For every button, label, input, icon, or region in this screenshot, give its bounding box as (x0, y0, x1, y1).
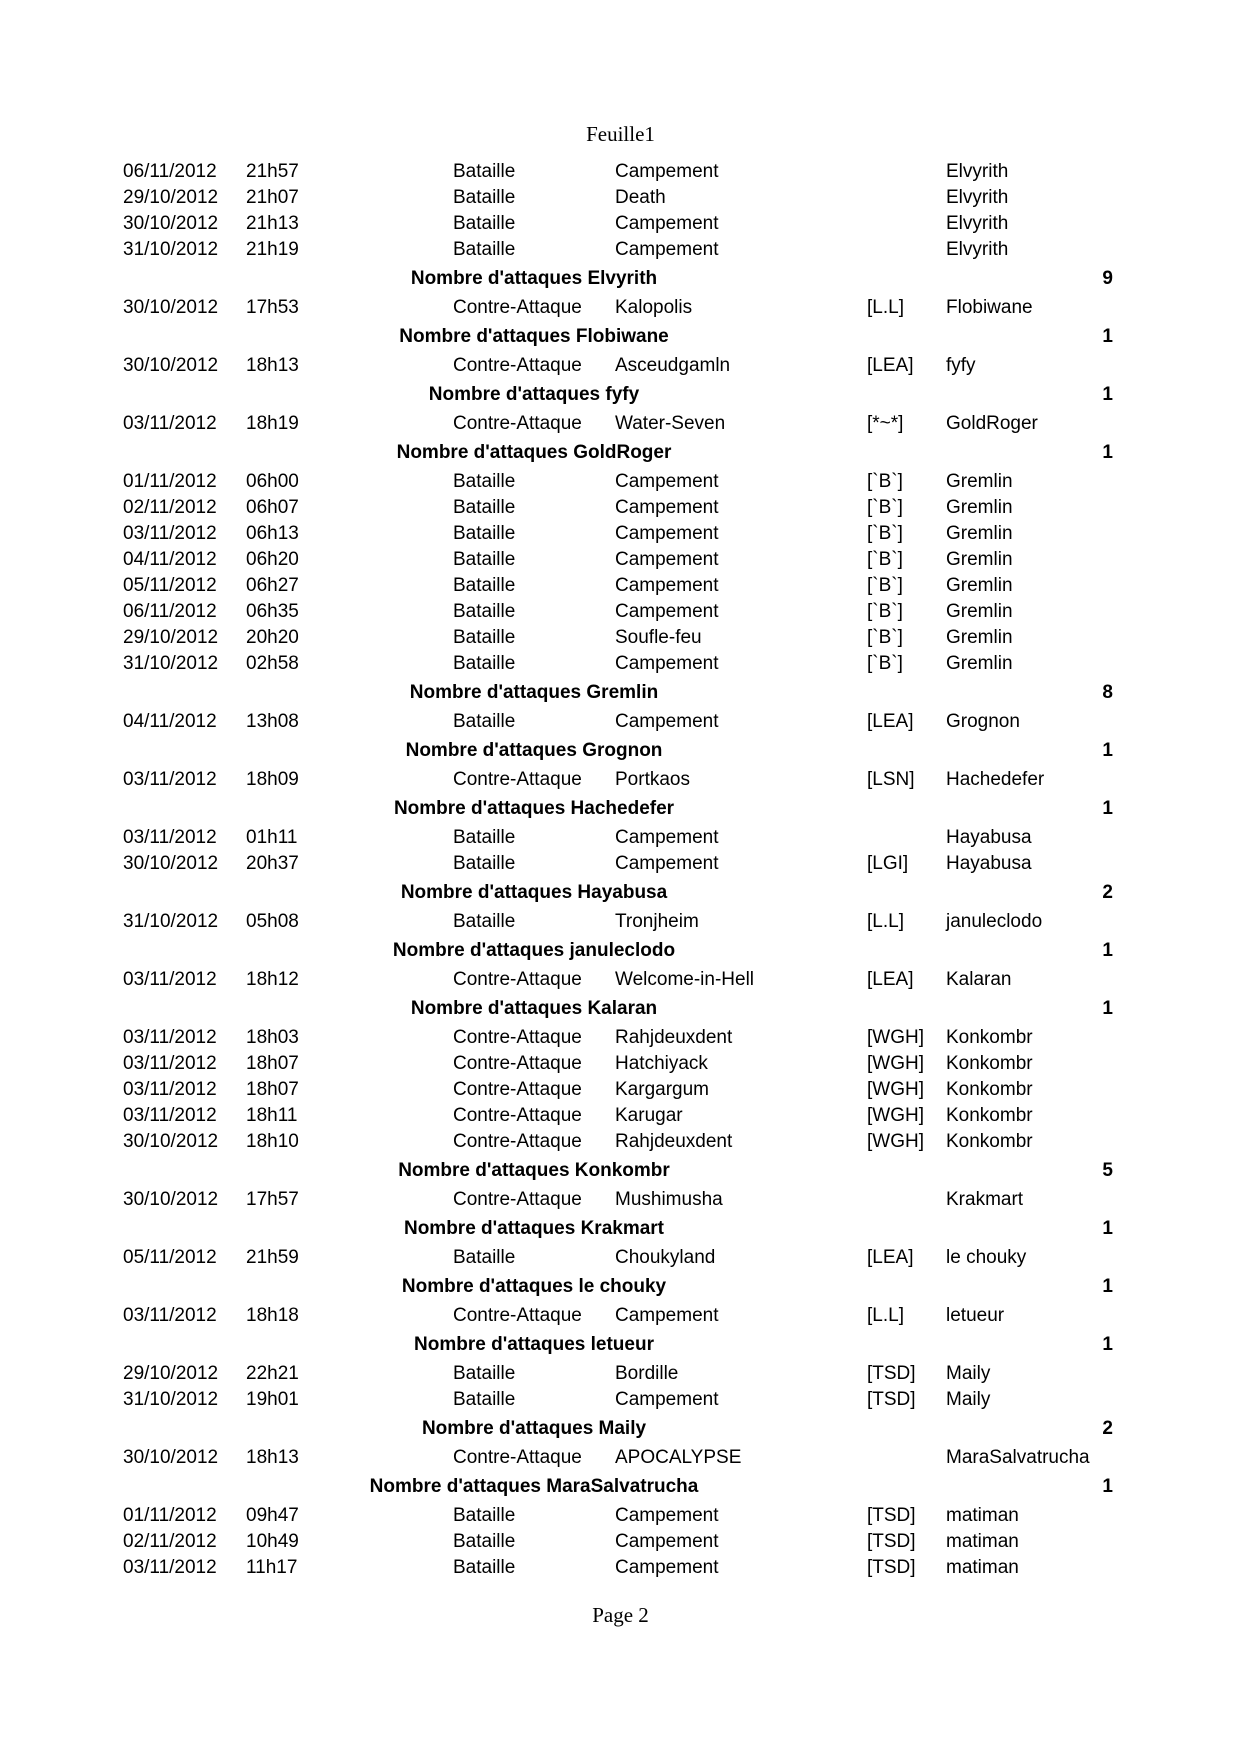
attack-row (0, 295, 1241, 321)
summary-row (0, 1271, 1241, 1303)
target-cell: Campement (615, 827, 719, 848)
clan-tag-cell: [WGH] (867, 1053, 924, 1074)
date-cell: 30/10/2012 (123, 213, 219, 234)
attacker-name-cell: Konkombr (946, 1105, 1033, 1126)
attack-row (0, 469, 1241, 495)
attack-row (0, 909, 1241, 935)
date-cell: 04/11/2012 (123, 549, 217, 570)
target-cell: Campement (615, 601, 719, 622)
attack-type-cell: Bataille (453, 497, 516, 518)
target-cell: Choukyland (615, 1247, 716, 1268)
summary-row (0, 437, 1241, 469)
attack-count-label: Nombre d'attaques Elvyrith (410, 268, 658, 289)
attack-row (0, 1503, 1241, 1529)
attacker-name-cell: Hayabusa (946, 853, 1032, 874)
target-cell: Campement (615, 653, 719, 674)
date-cell: 06/11/2012 (123, 161, 217, 182)
time-cell: 20h37 (246, 853, 299, 874)
time-cell: 19h01 (246, 1389, 299, 1410)
time-cell: 21h59 (246, 1247, 299, 1268)
date-cell: 02/11/2012 (123, 497, 217, 518)
time-cell: 02h58 (246, 653, 299, 674)
attack-row (0, 573, 1241, 599)
time-cell: 18h09 (246, 769, 299, 790)
time-cell: 21h13 (246, 213, 299, 234)
target-cell: Death (615, 187, 666, 208)
attack-type-cell: Contre-Attaque (453, 1105, 582, 1126)
attack-type-cell: Contre-Attaque (453, 355, 582, 376)
time-cell: 21h57 (246, 161, 299, 182)
clan-tag-cell: [LGI] (867, 853, 909, 874)
attack-count-label: Nombre d'attaques januleclodo (392, 940, 676, 961)
clan-tag-cell: [WGH] (867, 1105, 924, 1126)
attacker-name-cell: Gremlin (946, 497, 1013, 518)
attack-type-cell: Contre-Attaque (453, 1079, 582, 1100)
date-cell: 03/11/2012 (123, 1027, 217, 1048)
attacker-name-cell: Kalaran (946, 969, 1012, 990)
target-cell: Campement (615, 471, 719, 492)
attacker-name-cell: Krakmart (946, 1189, 1024, 1210)
attacker-name-cell: matiman (946, 1557, 1019, 1578)
time-cell: 06h07 (246, 497, 299, 518)
attacker-name-cell: Gremlin (946, 523, 1013, 544)
attacker-name-cell: Gremlin (946, 549, 1013, 570)
clan-tag-cell: [`B`] (867, 523, 903, 544)
summary-row (0, 1471, 1241, 1503)
attack-row (0, 547, 1241, 573)
clan-tag-cell: [`B`] (867, 471, 903, 492)
clan-tag-cell: [LEA] (867, 969, 914, 990)
clan-tag-cell: [WGH] (867, 1079, 924, 1100)
clan-tag-cell: [L.L] (867, 1305, 904, 1326)
target-cell: Bordille (615, 1363, 679, 1384)
attack-type-cell: Bataille (453, 853, 516, 874)
attack-type-cell: Bataille (453, 523, 516, 544)
summary-row (0, 1213, 1241, 1245)
date-cell: 03/11/2012 (123, 827, 217, 848)
time-cell: 18h10 (246, 1131, 299, 1152)
attack-type-cell: Bataille (453, 1505, 516, 1526)
time-cell: 09h47 (246, 1505, 299, 1526)
attack-count-value: 2 (1102, 1418, 1113, 1439)
attacker-name-cell: Elvyrith (946, 187, 1009, 208)
attack-count-label: Nombre d'attaques Konkombr (398, 1160, 670, 1181)
target-cell: Hatchiyack (615, 1053, 708, 1074)
clan-tag-cell: [TSD] (867, 1505, 916, 1526)
attack-type-cell: Bataille (453, 1531, 516, 1552)
attack-row (0, 967, 1241, 993)
attack-count-value: 1 (1102, 998, 1113, 1019)
attacker-name-cell: Hayabusa (946, 827, 1032, 848)
target-cell: Water-Seven (615, 413, 726, 434)
target-cell: Campement (615, 575, 719, 596)
attacker-name-cell: januleclodo (946, 911, 1043, 932)
target-cell: Campement (615, 239, 719, 260)
attacker-name-cell: MaraSalvatrucha (946, 1447, 1090, 1468)
time-cell: 06h13 (246, 523, 299, 544)
date-cell: 05/11/2012 (123, 1247, 217, 1268)
target-cell: Asceudgamln (615, 355, 731, 376)
clan-tag-cell: [WGH] (867, 1131, 924, 1152)
clan-tag-cell: [L.L] (867, 297, 904, 318)
attack-type-cell: Bataille (453, 161, 516, 182)
attack-type-cell: Contre-Attaque (453, 413, 582, 434)
date-cell: 31/10/2012 (123, 911, 219, 932)
attack-count-value: 1 (1102, 384, 1113, 405)
clan-tag-cell: [`B`] (867, 549, 903, 570)
date-cell: 29/10/2012 (123, 627, 219, 648)
attack-row (0, 625, 1241, 651)
attack-row (0, 211, 1241, 237)
attack-row (0, 495, 1241, 521)
attack-type-cell: Bataille (453, 213, 516, 234)
summary-row (0, 1329, 1241, 1361)
attack-type-cell: Contre-Attaque (453, 1305, 582, 1326)
attack-type-cell: Bataille (453, 187, 516, 208)
time-cell: 06h20 (246, 549, 299, 570)
target-cell: Campement (615, 523, 719, 544)
attack-count-label: Nombre d'attaques le chouky (401, 1276, 667, 1297)
attack-type-cell: Contre-Attaque (453, 297, 582, 318)
date-cell: 30/10/2012 (123, 297, 219, 318)
clan-tag-cell: [*~*] (867, 413, 904, 434)
attack-type-cell: Bataille (453, 1363, 516, 1384)
target-cell: Rahjdeuxdent (615, 1131, 733, 1152)
target-cell: Kargargum (615, 1079, 709, 1100)
attack-type-cell: Bataille (453, 711, 516, 732)
time-cell: 11h17 (246, 1557, 298, 1578)
attack-count-label: Nombre d'attaques Gremlin (409, 682, 659, 703)
summary-row (0, 793, 1241, 825)
sheet-title: Feuille1 (586, 122, 655, 146)
attack-type-cell: Contre-Attaque (453, 1447, 582, 1468)
attack-row (0, 1187, 1241, 1213)
clan-tag-cell: [WGH] (867, 1027, 924, 1048)
attack-count-value: 1 (1102, 1218, 1113, 1239)
attack-count-value: 5 (1102, 1160, 1113, 1181)
attack-type-cell: Contre-Attaque (453, 1131, 582, 1152)
attacker-name-cell: Gremlin (946, 627, 1013, 648)
attack-count-label: Nombre d'attaques Hachedefer (393, 798, 675, 819)
time-cell: 06h27 (246, 575, 299, 596)
attack-row (0, 825, 1241, 851)
attack-type-cell: Contre-Attaque (453, 1053, 582, 1074)
summary-row (0, 993, 1241, 1025)
time-cell: 05h08 (246, 911, 299, 932)
date-cell: 03/11/2012 (123, 969, 217, 990)
time-cell: 06h35 (246, 601, 299, 622)
attack-count-value: 1 (1102, 442, 1113, 463)
time-cell: 10h49 (246, 1531, 299, 1552)
time-cell: 18h11 (246, 1105, 298, 1126)
attacker-name-cell: Gremlin (946, 601, 1013, 622)
clan-tag-cell: [`B`] (867, 497, 903, 518)
attack-type-cell: Bataille (453, 911, 516, 932)
clan-tag-cell: [`B`] (867, 627, 903, 648)
date-cell: 03/11/2012 (123, 1557, 217, 1578)
attack-row (0, 411, 1241, 437)
summary-row (0, 1155, 1241, 1187)
target-cell: Tronjheim (615, 911, 699, 932)
attack-count-value: 9 (1102, 268, 1113, 289)
page-footer: Page 2 (592, 1603, 649, 1627)
clan-tag-cell: [LEA] (867, 711, 914, 732)
time-cell: 18h13 (246, 1447, 299, 1468)
target-cell: Rahjdeuxdent (615, 1027, 733, 1048)
target-cell: Campement (615, 497, 719, 518)
attack-count-value: 1 (1102, 740, 1113, 761)
attacker-name-cell: GoldRoger (946, 413, 1038, 434)
attacker-name-cell: Maily (946, 1363, 991, 1384)
date-cell: 06/11/2012 (123, 601, 217, 622)
attack-type-cell: Contre-Attaque (453, 1027, 582, 1048)
attack-row (0, 1303, 1241, 1329)
attack-count-label: Nombre d'attaques Grognon (405, 740, 663, 761)
attacker-name-cell: matiman (946, 1505, 1019, 1526)
time-cell: 18h07 (246, 1079, 299, 1100)
target-cell: Karugar (615, 1105, 683, 1126)
attacker-name-cell: Gremlin (946, 653, 1013, 674)
target-cell: Campement (615, 549, 719, 570)
attacker-name-cell: Konkombr (946, 1079, 1033, 1100)
date-cell: 05/11/2012 (123, 575, 217, 596)
attack-type-cell: Bataille (453, 471, 516, 492)
clan-tag-cell: [`B`] (867, 653, 903, 674)
date-cell: 04/11/2012 (123, 711, 217, 732)
attack-type-cell: Bataille (453, 653, 516, 674)
attack-row (0, 185, 1241, 211)
summary-row (0, 735, 1241, 767)
attacker-name-cell: Grognon (946, 711, 1020, 732)
date-cell: 29/10/2012 (123, 187, 219, 208)
attack-count-label: Nombre d'attaques Hayabusa (400, 882, 668, 903)
attack-type-cell: Bataille (453, 1247, 516, 1268)
attack-count-label: Nombre d'attaques GoldRoger (396, 442, 672, 463)
attack-type-cell: Contre-Attaque (453, 769, 582, 790)
date-cell: 03/11/2012 (123, 769, 217, 790)
attack-row (0, 1129, 1241, 1155)
summary-row (0, 379, 1241, 411)
clan-tag-cell: [TSD] (867, 1363, 916, 1384)
attack-row (0, 1245, 1241, 1271)
attack-row (0, 1077, 1241, 1103)
clan-tag-cell: [LEA] (867, 355, 914, 376)
attacker-name-cell: Flobiwane (946, 297, 1033, 318)
attack-row (0, 1025, 1241, 1051)
attack-type-cell: Bataille (453, 239, 516, 260)
attack-row (0, 709, 1241, 735)
target-cell: Mushimusha (615, 1189, 723, 1210)
time-cell: 18h07 (246, 1053, 299, 1074)
target-cell: Welcome-in-Hell (615, 969, 755, 990)
date-cell: 30/10/2012 (123, 1189, 219, 1210)
attack-log-table (0, 159, 1241, 1581)
attack-count-value: 8 (1102, 682, 1113, 703)
clan-tag-cell: [LEA] (867, 1247, 914, 1268)
attack-count-label: Nombre d'attaques Kalaran (410, 998, 658, 1019)
attack-count-value: 1 (1102, 326, 1113, 347)
attack-count-value: 1 (1102, 940, 1113, 961)
clan-tag-cell: [TSD] (867, 1557, 916, 1578)
attack-row (0, 651, 1241, 677)
summary-row (0, 677, 1241, 709)
time-cell: 17h53 (246, 297, 299, 318)
attack-row (0, 767, 1241, 793)
clan-tag-cell: [TSD] (867, 1389, 916, 1410)
clan-tag-cell: [`B`] (867, 601, 903, 622)
time-cell: 20h20 (246, 627, 299, 648)
date-cell: 03/11/2012 (123, 1105, 217, 1126)
date-cell: 03/11/2012 (123, 1305, 217, 1326)
date-cell: 01/11/2012 (123, 1505, 217, 1526)
target-cell: Portkaos (615, 769, 690, 790)
clan-tag-cell: [LSN] (867, 769, 915, 790)
attack-type-cell: Bataille (453, 1389, 516, 1410)
date-cell: 30/10/2012 (123, 1131, 219, 1152)
target-cell: Campement (615, 1305, 719, 1326)
target-cell: Kalopolis (615, 297, 693, 318)
attack-count-label: Nombre d'attaques letueur (414, 1334, 654, 1355)
attack-row (0, 353, 1241, 379)
target-cell: Campement (615, 853, 719, 874)
date-cell: 31/10/2012 (123, 653, 219, 674)
attack-row (0, 521, 1241, 547)
time-cell: 18h13 (246, 355, 299, 376)
attack-count-label: Nombre d'attaques Krakmart (403, 1218, 665, 1239)
attack-row (0, 1445, 1241, 1471)
attack-count-value: 1 (1102, 1476, 1113, 1497)
date-cell: 30/10/2012 (123, 853, 219, 874)
summary-row (0, 877, 1241, 909)
time-cell: 21h07 (246, 187, 299, 208)
summary-row (0, 321, 1241, 353)
attack-row (0, 1361, 1241, 1387)
clan-tag-cell: [L.L] (867, 911, 904, 932)
date-cell: 31/10/2012 (123, 1389, 219, 1410)
attack-type-cell: Bataille (453, 627, 516, 648)
attacker-name-cell: Gremlin (946, 575, 1013, 596)
attacker-name-cell: letueur (946, 1305, 1005, 1326)
attacker-name-cell: fyfy (946, 355, 976, 376)
target-cell: APOCALYPSE (615, 1447, 742, 1468)
attack-row (0, 599, 1241, 625)
target-cell: Campement (615, 1505, 719, 1526)
target-cell: Campement (615, 213, 719, 234)
attack-type-cell: Bataille (453, 1557, 516, 1578)
attacker-name-cell: Maily (946, 1389, 991, 1410)
target-cell: Campement (615, 1557, 719, 1578)
attacker-name-cell: Elvyrith (946, 161, 1009, 182)
attack-count-value: 1 (1102, 1276, 1113, 1297)
attack-row (0, 1103, 1241, 1129)
attack-count-label: Nombre d'attaques fyfy (428, 384, 640, 405)
clan-tag-cell: [TSD] (867, 1531, 916, 1552)
attack-count-label: Nombre d'attaques MaraSalvatrucha (369, 1476, 699, 1497)
target-cell: Campement (615, 161, 719, 182)
date-cell: 03/11/2012 (123, 413, 217, 434)
attacker-name-cell: Hachedefer (946, 769, 1045, 790)
date-cell: 30/10/2012 (123, 355, 219, 376)
attack-row (0, 159, 1241, 185)
attack-row (0, 1387, 1241, 1413)
attacker-name-cell: matiman (946, 1531, 1019, 1552)
clan-tag-cell: [`B`] (867, 575, 903, 596)
attack-row (0, 851, 1241, 877)
attack-type-cell: Bataille (453, 827, 516, 848)
time-cell: 13h08 (246, 711, 299, 732)
date-cell: 29/10/2012 (123, 1363, 219, 1384)
time-cell: 01h11 (246, 827, 298, 848)
attack-row (0, 1051, 1241, 1077)
date-cell: 01/11/2012 (123, 471, 217, 492)
attack-count-label: Nombre d'attaques Maily (421, 1418, 647, 1439)
date-cell: 30/10/2012 (123, 1447, 219, 1468)
summary-row (0, 1413, 1241, 1445)
time-cell: 18h19 (246, 413, 299, 434)
attack-type-cell: Bataille (453, 575, 516, 596)
attack-type-cell: Contre-Attaque (453, 969, 582, 990)
time-cell: 17h57 (246, 1189, 299, 1210)
target-cell: Soufle-feu (615, 627, 702, 648)
attacker-name-cell: Konkombr (946, 1131, 1033, 1152)
attack-count-value: 2 (1102, 882, 1113, 903)
attack-count-value: 1 (1102, 1334, 1113, 1355)
attacker-name-cell: Konkombr (946, 1053, 1033, 1074)
time-cell: 18h03 (246, 1027, 299, 1048)
target-cell: Campement (615, 1389, 719, 1410)
target-cell: Campement (615, 711, 719, 732)
target-cell: Campement (615, 1531, 719, 1552)
attacker-name-cell: Elvyrith (946, 239, 1009, 260)
time-cell: 18h12 (246, 969, 299, 990)
date-cell: 02/11/2012 (123, 1531, 217, 1552)
date-cell: 03/11/2012 (123, 523, 217, 544)
attack-count-value: 1 (1102, 798, 1113, 819)
attack-type-cell: Bataille (453, 601, 516, 622)
time-cell: 22h21 (246, 1363, 299, 1384)
date-cell: 03/11/2012 (123, 1079, 217, 1100)
attack-row (0, 1529, 1241, 1555)
attack-count-label: Nombre d'attaques Flobiwane (399, 326, 669, 347)
attacker-name-cell: Konkombr (946, 1027, 1033, 1048)
time-cell: 06h00 (246, 471, 299, 492)
attack-type-cell: Bataille (453, 549, 516, 570)
attacker-name-cell: Gremlin (946, 471, 1013, 492)
attacker-name-cell: Elvyrith (946, 213, 1009, 234)
attacker-name-cell: le chouky (946, 1247, 1027, 1268)
time-cell: 18h18 (246, 1305, 299, 1326)
date-cell: 03/11/2012 (123, 1053, 217, 1074)
time-cell: 21h19 (246, 239, 299, 260)
date-cell: 31/10/2012 (123, 239, 219, 260)
summary-row (0, 263, 1241, 295)
attack-type-cell: Contre-Attaque (453, 1189, 582, 1210)
attack-row (0, 1555, 1241, 1581)
attack-row (0, 237, 1241, 263)
summary-row (0, 935, 1241, 967)
